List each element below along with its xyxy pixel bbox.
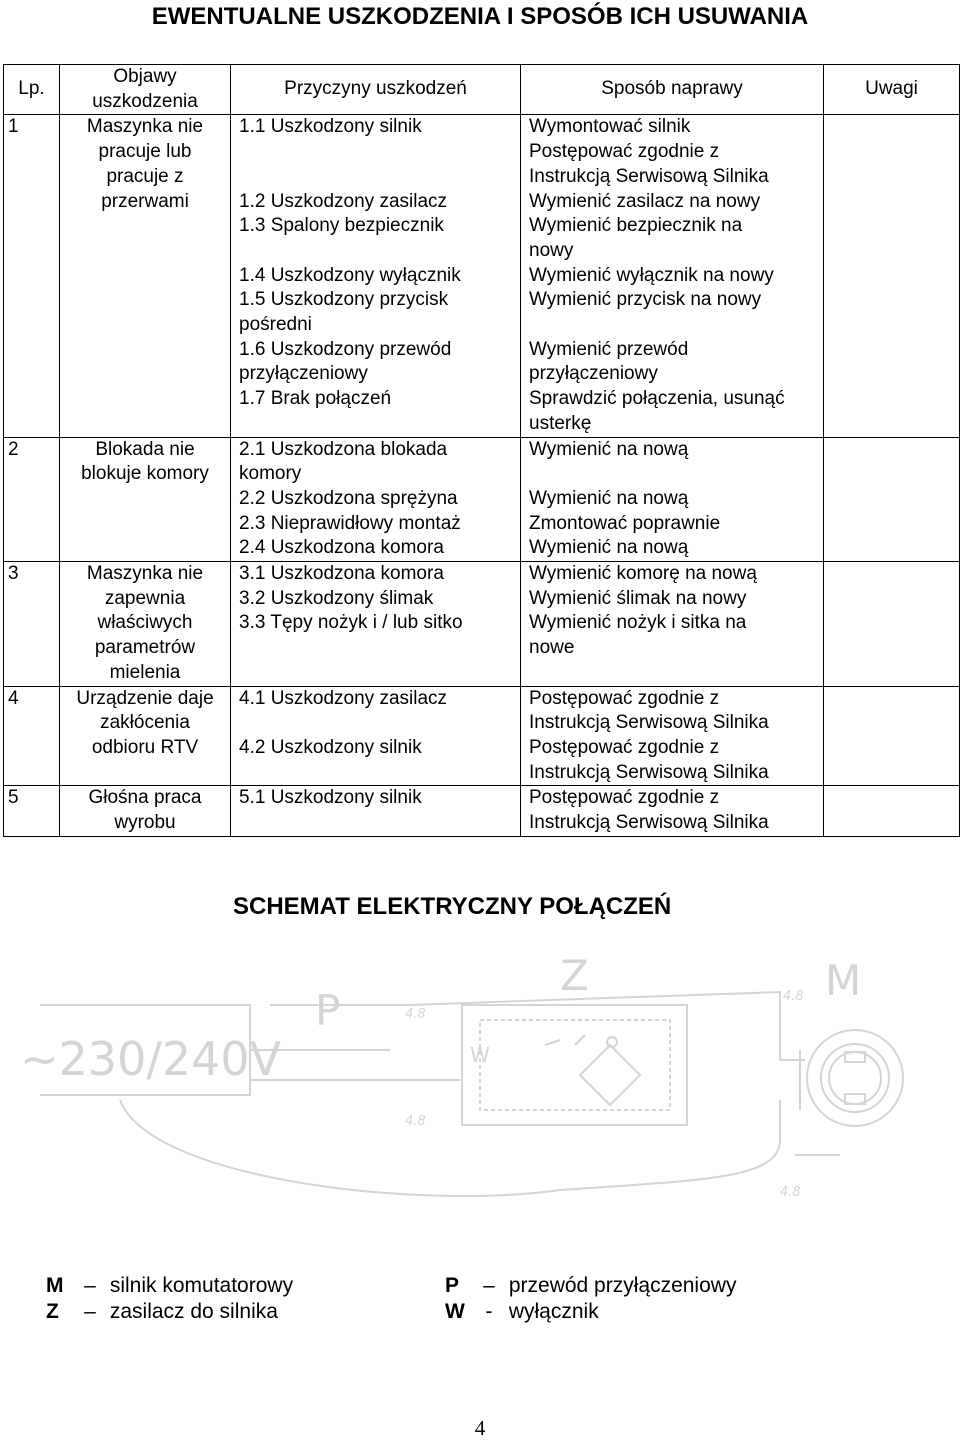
- cell-line: 1.2 Uszkodzony zasilacz: [239, 190, 448, 212]
- legend-key: P: [445, 1274, 460, 1297]
- cell-line: Wymienić wyłącznik na nowy: [529, 264, 774, 286]
- cell-symptom: [60, 437, 231, 562]
- cell-line: pośredni: [239, 314, 312, 336]
- cell-line: 1.1 Uszkodzony silnik: [239, 116, 422, 138]
- label-fuse: 4.8: [405, 1114, 426, 1129]
- cell-line: przyłączeniowy: [529, 363, 658, 385]
- cell-line: blokuje komory: [81, 463, 209, 485]
- page-number: 4: [474, 1416, 486, 1440]
- cell-line: przyłączeniowy: [239, 363, 368, 385]
- cell-symptom: [60, 686, 231, 786]
- cell-line: wyrobu: [114, 812, 176, 834]
- cell-line: pracuje z: [106, 165, 184, 187]
- header-causes: Przyczyny uszkodzeń: [231, 65, 521, 115]
- header-symptoms-line: uszkodzenia: [92, 90, 198, 112]
- cell-line: [239, 711, 516, 736]
- cell-cause: [231, 686, 521, 786]
- table-row: [4, 686, 960, 786]
- table-row: [4, 115, 960, 437]
- cell-line: Wymienić przewód: [529, 338, 689, 360]
- cell-line: Postępować zgodnie z: [529, 787, 720, 809]
- cell-lp: 4: [4, 686, 60, 786]
- cell-line: 3.3 Tępy nożyk i / lub sitko: [239, 612, 463, 634]
- label-p: P: [315, 986, 341, 1035]
- header-symptoms-line: Objawy: [113, 66, 177, 87]
- cell-line: 4.2 Uszkodzony silnik: [239, 736, 422, 758]
- legend-dash: -: [485, 1300, 493, 1323]
- cell-line: [239, 811, 516, 836]
- cell-line: [529, 462, 819, 487]
- cell-line: 1.4 Uszkodzony wyłącznik: [239, 264, 461, 286]
- legend-text: przewód przyłączeniowy: [508, 1274, 737, 1297]
- cell-line: Instrukcją Serwisową Silnika: [529, 165, 769, 187]
- cell-line: 3.1 Uszkodzona komora: [239, 563, 444, 585]
- cell-line: Głośna praca: [88, 787, 202, 809]
- cell-note: [824, 786, 960, 836]
- cell-line: parametrów: [94, 637, 196, 659]
- cell-fix: [521, 786, 824, 836]
- cell-line: nowe: [529, 637, 575, 659]
- legend-text: zasilacz do silnika: [109, 1300, 278, 1323]
- cell-line: Wymienić nożyk i sitka na: [529, 612, 747, 634]
- cell-line: Wymienić przycisk na nowy: [529, 289, 762, 311]
- cell-line: Urządzenie daje: [76, 687, 214, 709]
- cell-line: właściwych: [97, 612, 193, 634]
- cell-fix: [521, 562, 824, 687]
- cell-line: 1.3 Spalony bezpiecznik: [239, 215, 444, 237]
- cell-note: [824, 562, 960, 687]
- power-supply-z: [462, 1005, 687, 1125]
- cell-line: pracuje lub: [98, 141, 192, 163]
- cell-line: Postępować zgodnie z: [529, 687, 720, 709]
- cell-line: 3.2 Uszkodzony ślimak: [239, 587, 434, 609]
- cell-cause: [231, 437, 521, 562]
- cell-line: 2.2 Uszkodzona sprężyna: [239, 487, 458, 509]
- cell-line: 2.4 Uszkodzona komora: [239, 537, 444, 559]
- cell-fix: [521, 686, 824, 786]
- schema-title: SCHEMAT ELEKTRYCZNY POŁĄCZEŃ: [233, 893, 672, 920]
- cell-line: Wymienić komorę na nową: [529, 563, 757, 585]
- cell-line: Postępować zgodnie z: [529, 736, 720, 758]
- legend-dash: –: [483, 1274, 495, 1297]
- cell-line: nowy: [529, 239, 574, 261]
- cell-line: Wymienić bezpiecznik na: [529, 215, 743, 237]
- legend-key: W: [445, 1300, 465, 1323]
- cell-line: 4.1 Uszkodzony zasilacz: [239, 687, 448, 709]
- legend-dash: –: [84, 1274, 96, 1297]
- cell-line: przerwami: [101, 190, 189, 212]
- supply-wire: [410, 992, 780, 1060]
- cell-lp: 2: [4, 437, 60, 562]
- cell-line: [239, 661, 516, 686]
- cell-line: Wymontować silnik: [529, 116, 691, 138]
- header-fixes: Sposób naprawy: [521, 65, 824, 115]
- legend-text: silnik komutatorowy: [109, 1274, 294, 1297]
- cell-line: Instrukcją Serwisową Silnika: [529, 712, 769, 734]
- legend-key: M: [46, 1274, 64, 1297]
- cell-line: 1.6 Uszkodzony przewód: [239, 338, 452, 360]
- cell-line: odbioru RTV: [91, 736, 199, 758]
- table-row: [4, 437, 960, 562]
- label-fuse: 4.8: [780, 1185, 801, 1200]
- cell-line: komory: [239, 463, 302, 485]
- cell-note: [824, 686, 960, 786]
- cell-line: Wymienić ślimak na nowy: [529, 587, 747, 609]
- cell-line: Zmontować poprawnie: [529, 512, 721, 534]
- label-w: W: [470, 1043, 490, 1067]
- cell-line: [529, 313, 819, 338]
- cell-symptom: [60, 562, 231, 687]
- label-voltage: ~230/240V: [20, 1032, 282, 1086]
- cell-lp: 1: [4, 115, 60, 437]
- cell-fix: [521, 437, 824, 562]
- cell-line: 5.1 Uszkodzony silnik: [239, 787, 422, 809]
- cell-line: zapewnia: [104, 587, 186, 609]
- cell-line: Instrukcją Serwisową Silnika: [529, 761, 769, 783]
- cell-line: 1.5 Uszkodzony przycisk: [239, 289, 449, 311]
- cell-symptom: [60, 786, 231, 836]
- cell-line: Maszynka nie: [86, 116, 204, 138]
- fault-table: [3, 64, 960, 837]
- table-header-row: [4, 65, 960, 115]
- legend-item: [445, 1299, 599, 1325]
- cell-lp: 3: [4, 562, 60, 687]
- header-symptoms: [60, 65, 231, 115]
- page-title: EWENTUALNE USZKODZENIA I SPOSÓB ICH USUWANIA: [151, 3, 809, 30]
- cell-line: mielenia: [109, 661, 181, 683]
- legend-item: [445, 1273, 736, 1299]
- header-lp: Lp.: [4, 65, 60, 115]
- cell-note: [824, 437, 960, 562]
- table-row: [4, 786, 960, 836]
- cell-line: usterkę: [529, 412, 592, 434]
- cell-line: [239, 140, 516, 165]
- legend-dash: –: [84, 1300, 96, 1323]
- cell-line: Wymienić na nową: [529, 438, 689, 460]
- cell-line: [239, 165, 516, 190]
- cell-fix: [521, 115, 824, 437]
- cell-line: Postępować zgodnie z: [529, 141, 720, 163]
- cell-line: Wymienić na nową: [529, 487, 689, 509]
- cell-line: Instrukcją Serwisową Silnika: [529, 812, 769, 834]
- cell-line: [239, 239, 516, 264]
- cell-lp: 5: [4, 786, 60, 836]
- cell-cause: [231, 786, 521, 836]
- cell-symptom: [60, 115, 231, 437]
- legend-text: wyłącznik: [508, 1300, 599, 1323]
- legend-key: Z: [46, 1300, 59, 1323]
- cell-line: 1.7 Brak połączeń: [239, 388, 392, 410]
- table-row: [4, 562, 960, 687]
- cell-line: [239, 761, 516, 786]
- cell-note: [824, 115, 960, 437]
- legend-item: [46, 1299, 278, 1325]
- cell-line: [239, 412, 516, 437]
- label-m: M: [825, 956, 862, 1005]
- cell-line: [239, 636, 516, 661]
- wiring-diagram: [0, 950, 960, 1210]
- cell-line: 2.3 Nieprawidłowy montaż: [239, 512, 461, 534]
- label-fuse: 4.8: [405, 1007, 426, 1022]
- cell-line: Maszynka nie: [86, 563, 204, 585]
- label-z: Z: [560, 951, 589, 1000]
- cell-cause: [231, 562, 521, 687]
- label-fuse: 4.8: [783, 989, 804, 1004]
- cell-line: 2.1 Uszkodzona blokada: [239, 438, 448, 460]
- cell-line: Wymienić zasilacz na nowy: [529, 190, 761, 212]
- cell-line: zakłócenia: [100, 712, 190, 734]
- cell-cause: [231, 115, 521, 437]
- rectifier: [580, 1045, 640, 1105]
- header-notes: Uwagi: [824, 65, 960, 115]
- cell-line: Blokada nie: [95, 438, 195, 460]
- cell-line: Wymienić na nową: [529, 537, 689, 559]
- cell-line: Sprawdzić połączenia, usunąć: [529, 388, 785, 410]
- cell-line: [529, 661, 819, 686]
- legend-item: [46, 1273, 293, 1299]
